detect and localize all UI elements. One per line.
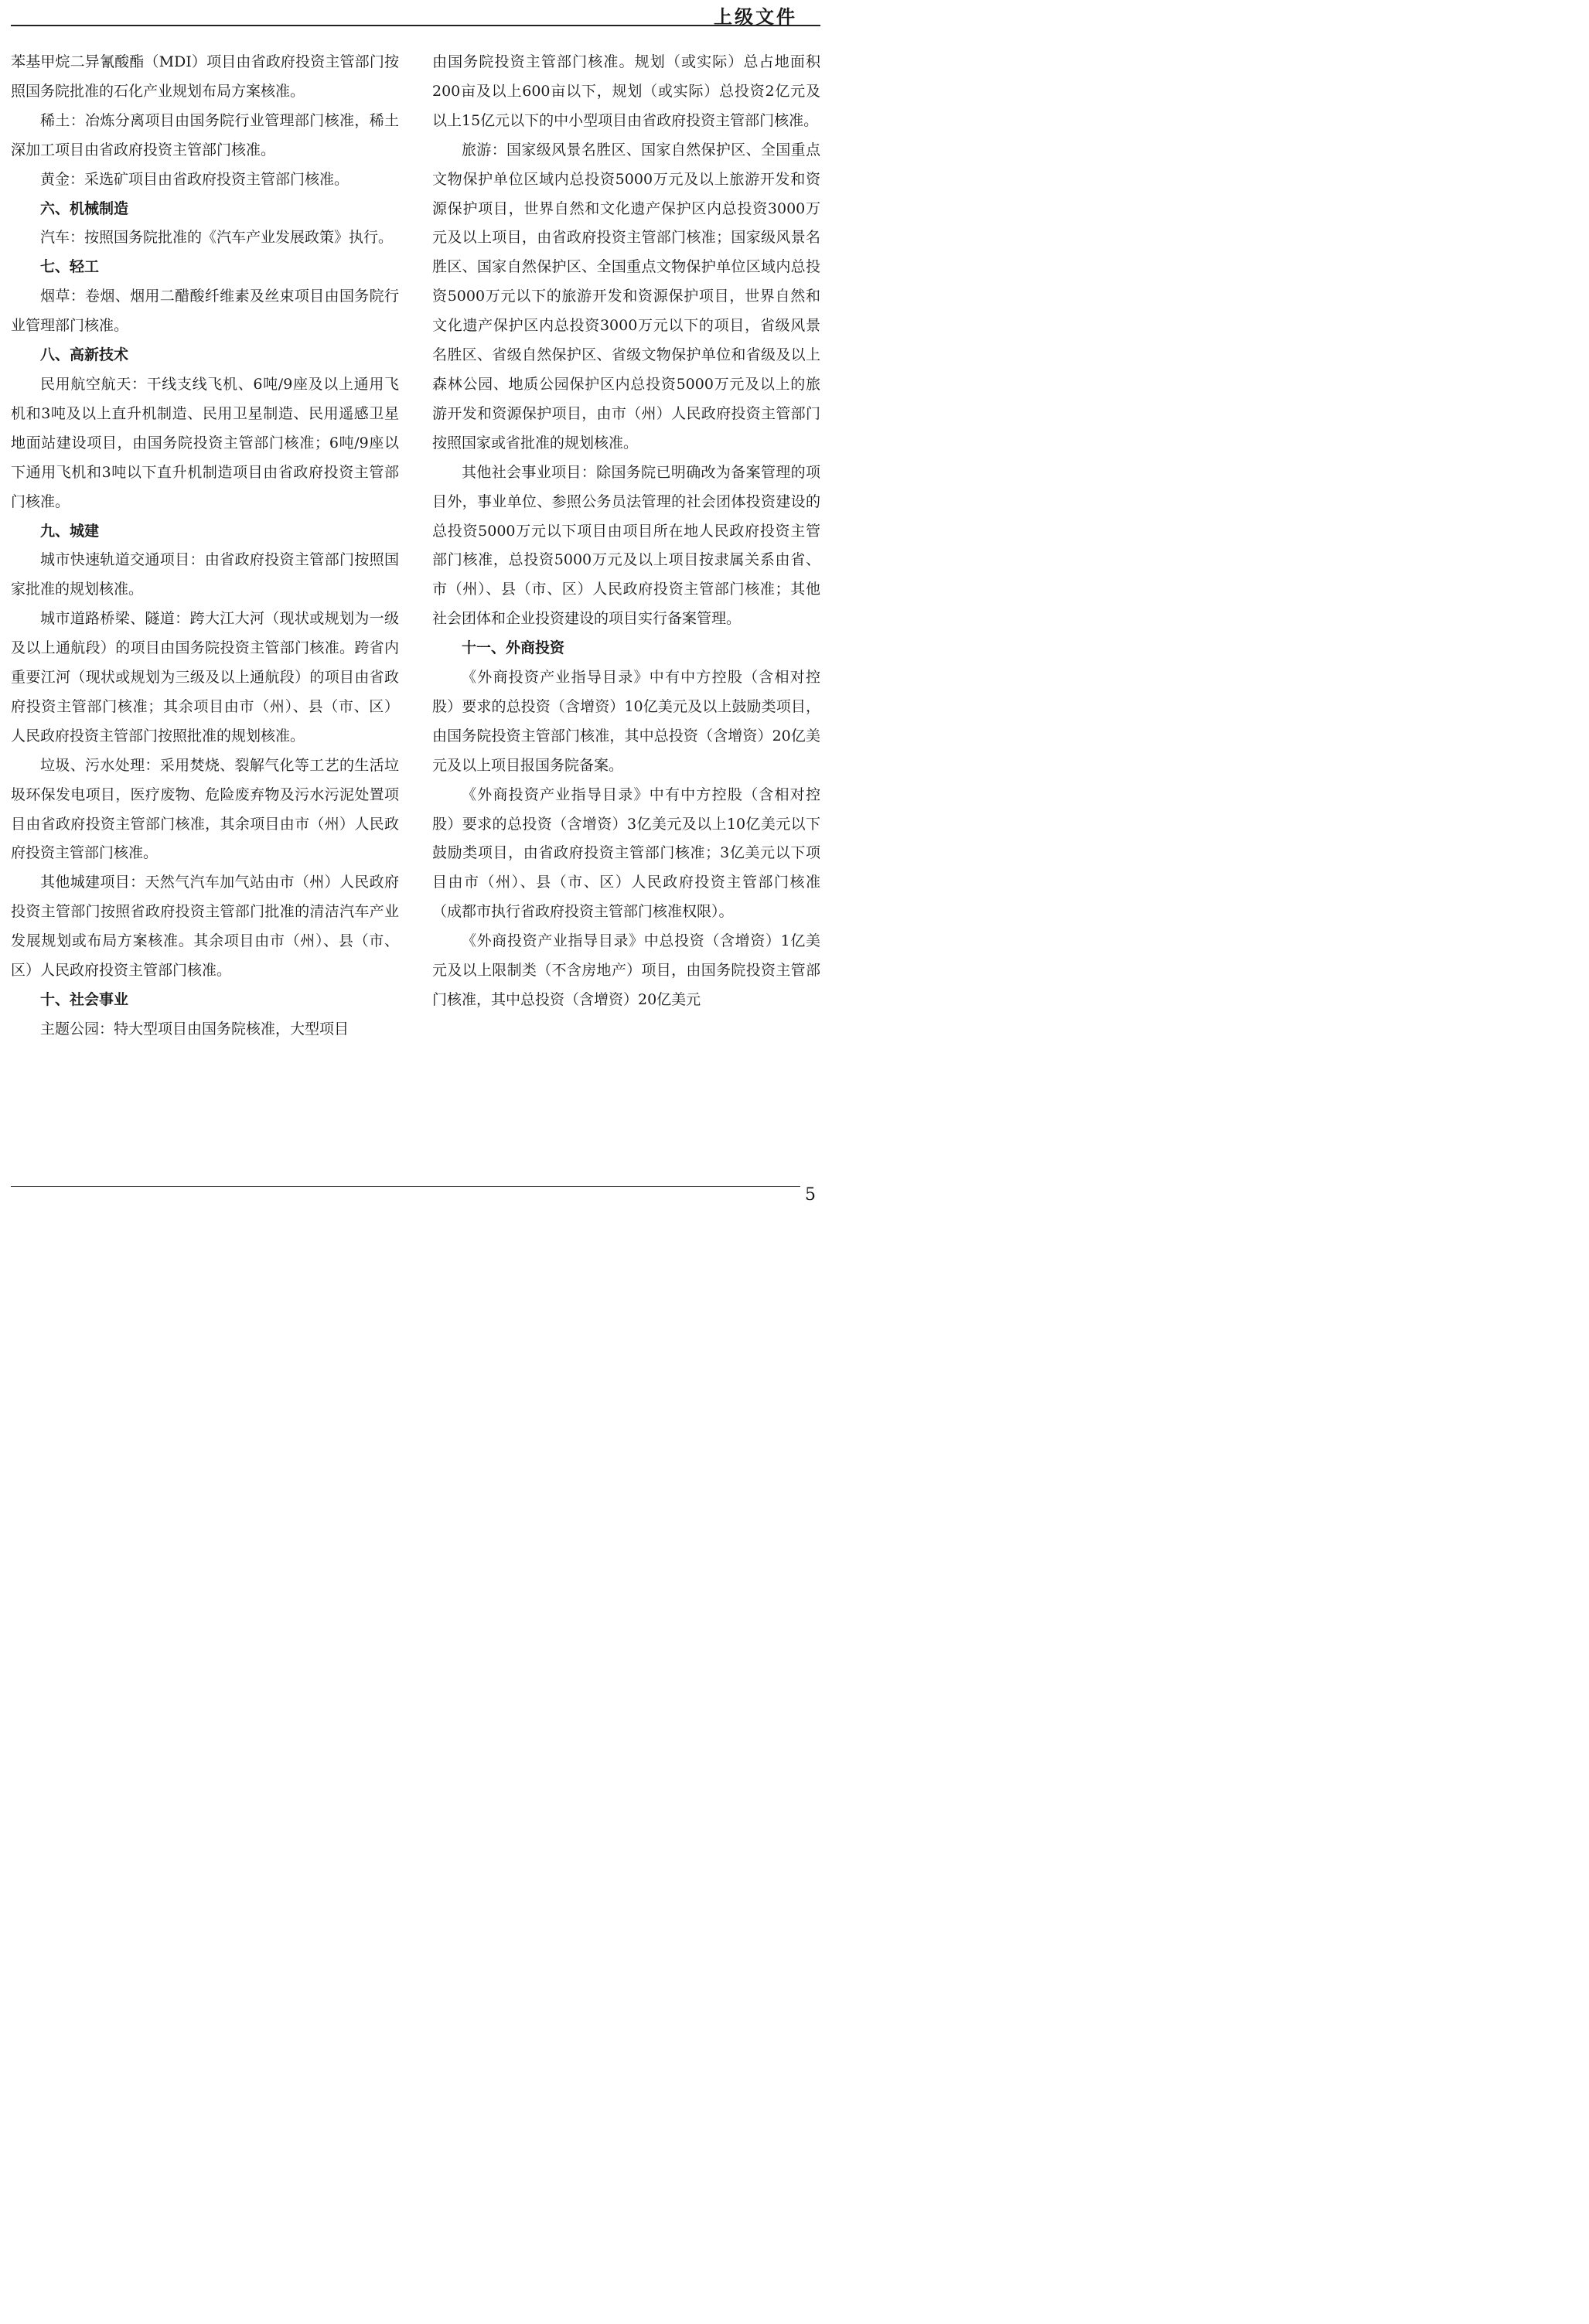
paragraph: 其他城建项目：天然气汽车加气站由市（州）人民政府投资主管部门按照省政府投资主管部门批准的清洁汽车产业发展规划或布局方案核准。其余项目由市（州）、县（市、区）人民政府投资主管部门核准。 (11, 874, 399, 980)
page-number: 5 (805, 1185, 816, 1205)
section-heading: 六、机械制造 (40, 199, 129, 217)
paragraph: 苯基甲烷二异氰酸酯（MDI）项目由省政府投资主管部门按照国务院批准的石化产业规划布局方案核准。 (11, 53, 399, 100)
paragraph: 城市道路桥梁、隧道：跨大江大河（现状或规划为一级及以上通航段）的项目由国务院投资主管部门核准。跨省内重要江河（现状或规划为三级及以上通航段）的项目由省政府投资主管部门核准；其余项目由市（州）、县（市、区）人民政府投资主管部门按照批准的规划核准。 (11, 610, 399, 745)
paragraph: 《外商投资产业指导目录》中有中方控股（含相对控股）要求的总投资（含增资）10亿美元及以上鼓励类项目，由国务院投资主管部门核准，其中总投资（含增资）20亿美元及以上项目报国务院备案。 (432, 669, 820, 774)
paragraph: 黄金：采选矿项目由省政府投资主管部门核准。 (40, 170, 350, 188)
section-heading: 九、城建 (40, 522, 100, 540)
paragraph: 《外商投资产业指导目录》中有中方控股（含相对控股）要求的总投资（含增资）3亿美元及以上10亿美元以下鼓励类项目，由省政府投资主管部门核准；3亿美元以下项目由市（州）、县（市、区）人民政府投资主管部门核准（成都市执行省政府投资主管部门核准权限）。 (432, 785, 820, 921)
footer-divider (11, 1186, 800, 1187)
section-heading: 十一、外商投资 (462, 639, 565, 657)
section-heading: 八、高新技术 (40, 346, 129, 364)
header-divider (11, 25, 820, 26)
paragraph: 城市快速轨道交通项目：由省政府投资主管部门按照国家批准的规划核准。 (11, 551, 399, 598)
section-heading: 十、社会事业 (40, 991, 129, 1008)
right-column (432, 48, 820, 1015)
section-heading: 七、轻工 (40, 258, 100, 276)
paragraph: 民用航空航天：干线支线飞机、6吨/9座及以上通用飞机和3吨及以上直升机制造、民用卫星制造、民用遥感卫星地面站建设项目，由国务院投资主管部门核准；6吨/9座以下通用飞机和3吨以下直升机制造项目由省政府投资主管部门核准。 (11, 375, 399, 510)
section-title: 上级文件 (714, 6, 797, 28)
left-column (11, 48, 399, 1044)
paragraph: 主题公园：特大型项目由国务院核准，大型项目 (40, 1020, 350, 1038)
paragraph: 《外商投资产业指导目录》中总投资（含增资）1亿美元及以上限制类（不含房地产）项目，由国务院投资主管部门核准，其中总投资（含增资）20亿美元 (432, 932, 820, 1008)
paragraph: 烟草：卷烟、烟用二醋酸纤维素及丝束项目由国务院行业管理部门核准。 (11, 288, 399, 335)
paragraph: 由国务院投资主管部门核准。规划（或实际）总占地面积200亩及以上600亩以下，规划（或实际）总投资2亿元及以上15亿元以下的中小型项目由省政府投资主管部门核准。 (432, 53, 820, 129)
paragraph: 稀土：冶炼分离项目由国务院行业管理部门核准，稀土深加工项目由省政府投资主管部门核准。 (11, 111, 399, 158)
paragraph: 旅游：国家级风景名胜区、国家自然保护区、全国重点文物保护单位区域内总投资5000万元及以上旅游开发和资源保护项目，世界自然和文化遗产保护区内总投资3000万元及以上项目，由省政府投资主管部门核准；国家级风景名胜区、国家自然保护区、全国重点文物保护单位区域内总投资5000万元以下的旅游开发和资源保护项目，世界自然和文化遗产保护区内总投资3000万元以下的项目，省级风景名胜区、省级自然保护区、省级文物保护单位和省级及以上森林公园、地质公园保护区内总投资5000万元及以上的旅游开发和资源保护项目，由市（州）人民政府投资主管部门按照国家或省批准的规划核准。 (432, 141, 820, 452)
paragraph: 汽车：按照国务院批准的《汽车产业发展政策》执行。 (40, 229, 394, 247)
paragraph: 垃圾、污水处理：采用焚烧、裂解气化等工艺的生活垃圾环保发电项目，医疗废物、危险废弃物及污水污泥处置项目由省政府投资主管部门核准，其余项目由市（州）人民政府投资主管部门核准。 (11, 756, 399, 862)
paragraph: 其他社会事业项目：除国务院已明确改为备案管理的项目外，事业单位、参照公务员法管理的社会团体投资建设的总投资5000万元以下项目由项目所在地人民政府投资主管部门核准，总投资5000万元及以上项目按隶属关系由省、市（州）、县（市、区）人民政府投资主管部门核准；其他社会团体和企业投资建设的项目实行备案管理。 (432, 463, 820, 628)
